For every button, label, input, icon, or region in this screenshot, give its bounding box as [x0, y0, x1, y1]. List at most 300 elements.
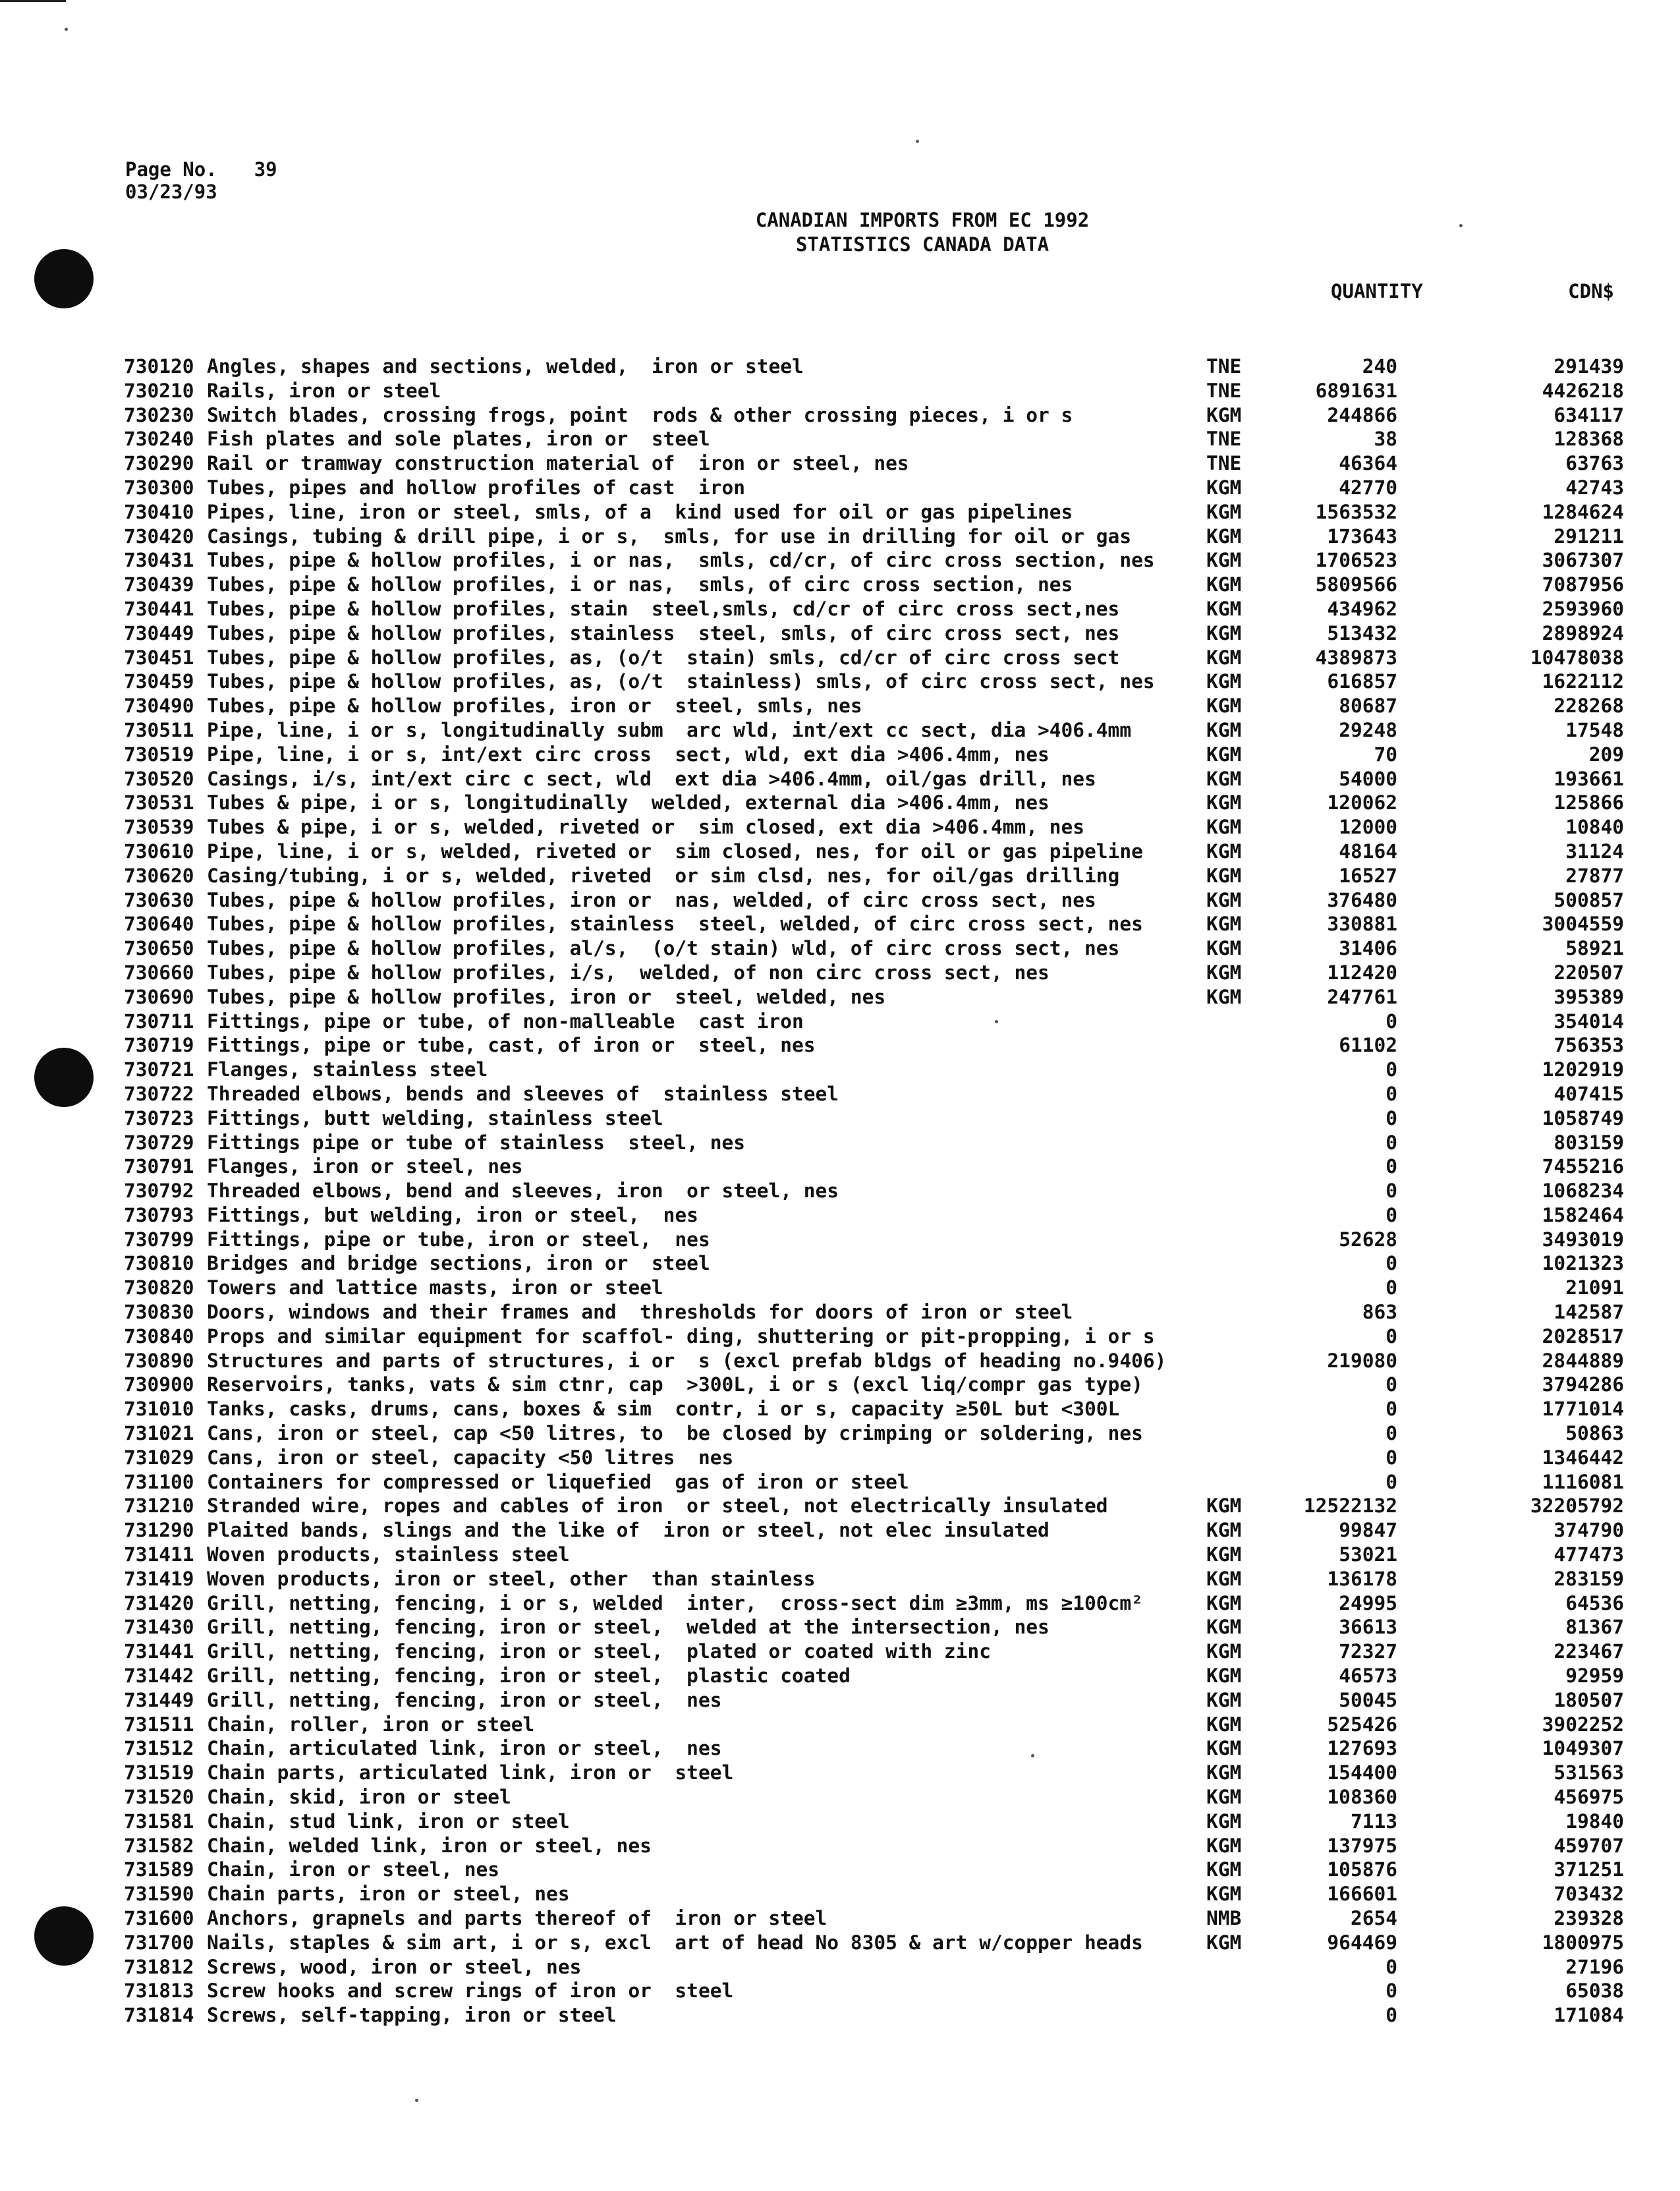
hs-code-cell: 731411	[124, 1543, 194, 1566]
unit-cell: KGM	[1206, 767, 1242, 790]
hs-code-cell: 730630	[124, 888, 194, 911]
description-cell: Chain, roller, iron or steel	[207, 1713, 535, 1736]
table-row	[124, 767, 1626, 791]
table-row	[124, 525, 1626, 549]
quantity-cell: 330881	[1327, 913, 1397, 936]
quantity-cell: 120062	[1327, 791, 1397, 814]
unit-cell: KGM	[1206, 403, 1242, 426]
table-row	[124, 1470, 1626, 1494]
hs-code-cell: 731100	[124, 1470, 194, 1493]
table-row	[124, 1567, 1626, 1591]
cdn-value-cell: 17548	[1565, 718, 1624, 741]
cdn-value-cell: 1202919	[1542, 1058, 1624, 1081]
quantity-cell: 434962	[1327, 597, 1397, 620]
description-cell: Containers for compressed or liquefied gas of iron or steel	[207, 1470, 909, 1493]
cdn-value-cell: 703432	[1554, 1883, 1624, 1906]
cdn-value-cell: 634117	[1554, 403, 1624, 426]
quantity-cell: 4389873	[1315, 646, 1397, 669]
description-cell: Bridges and bridge sections, iron or steel	[207, 1252, 710, 1275]
table-row	[124, 1131, 1626, 1155]
quantity-cell: 0	[1386, 1058, 1397, 1081]
quantity-cell: 513432	[1327, 621, 1397, 644]
hs-code-cell: 730531	[124, 791, 194, 814]
description-cell: Props and similar equipment for scaffol- ding, shuttering or pit-propping, i or s	[207, 1324, 1155, 1348]
quantity-cell: 31406	[1339, 937, 1397, 960]
cdn-value-cell: 42743	[1565, 476, 1624, 499]
hs-code-cell: 730690	[124, 985, 194, 1008]
unit-cell: KGM	[1206, 621, 1242, 644]
description-cell: Grill, netting, fencing, iron or steel, nes	[207, 1688, 722, 1711]
unit-cell: KGM	[1206, 1591, 1242, 1614]
quantity-cell: 0	[1386, 1203, 1397, 1226]
column-header-quantity: QUANTITY	[1331, 280, 1423, 302]
hs-code-cell: 730620	[124, 864, 194, 887]
hs-code-cell: 731812	[124, 1955, 194, 1978]
description-cell: Chain, iron or steel, nes	[207, 1858, 500, 1881]
table-row	[124, 985, 1626, 1010]
quantity-cell: 2654	[1350, 1907, 1397, 1929]
description-cell: Casing/tubing, i or s, welded, riveted or sim clsd, nes, for oil/gas drilling	[207, 864, 1120, 887]
cdn-value-cell: 193661	[1554, 767, 1624, 790]
description-cell: Tubes & pipe, i or s, longitudinally welded, external dia >406.4mm, nes	[207, 791, 1050, 814]
quantity-cell: 46573	[1339, 1665, 1397, 1688]
hs-code-cell: 731511	[124, 1713, 194, 1736]
unit-cell: KGM	[1206, 816, 1242, 839]
description-cell: Tubes, pipe & hollow profiles, stain steel,smls, cd/cr of circ cross sect,nes	[207, 597, 1120, 620]
import-table	[124, 355, 1626, 2028]
description-cell: Rail or tramway construction material of iron or steel, nes	[207, 452, 909, 475]
hs-code-cell: 731029	[124, 1446, 194, 1469]
description-cell: Chain, skid, iron or steel	[207, 1786, 511, 1809]
description-cell: Woven products, stainless steel	[207, 1543, 570, 1566]
unit-cell: KGM	[1206, 1688, 1242, 1711]
scan-speck	[916, 140, 919, 143]
table-row	[124, 1882, 1626, 1906]
cdn-value-cell: 2028517	[1542, 1324, 1624, 1348]
page-number: 39	[254, 158, 277, 181]
description-cell: Pipe, line, i or s, welded, riveted or sim closed, nes, for oil or gas pipeline	[207, 839, 1143, 863]
quantity-cell: 0	[1386, 1979, 1397, 2003]
cdn-value-cell: 354014	[1554, 1010, 1624, 1033]
hs-code-cell: 730900	[124, 1373, 194, 1396]
hs-code-cell: 730890	[124, 1349, 194, 1372]
scan-edge-line	[0, 0, 66, 2]
cdn-value-cell: 1771014	[1542, 1398, 1624, 1421]
quantity-cell: 52628	[1339, 1228, 1397, 1251]
description-cell: Flanges, stainless steel	[207, 1058, 488, 1081]
cdn-value-cell: 228268	[1554, 695, 1624, 718]
quantity-cell: 0	[1386, 2004, 1397, 2027]
cdn-value-cell: 1058749	[1542, 1106, 1624, 1129]
cdn-value-cell: 10478038	[1530, 646, 1624, 669]
cdn-value-cell: 50863	[1565, 1422, 1624, 1445]
unit-cell: TNE	[1206, 452, 1242, 475]
table-row	[124, 573, 1626, 597]
unit-cell: KGM	[1206, 525, 1242, 548]
quantity-cell: 42770	[1339, 476, 1397, 499]
table-row	[124, 936, 1626, 961]
description-cell: Tubes, pipe & hollow profiles, iron or steel, welded, nes	[207, 985, 886, 1008]
description-cell: Plaited bands, slings and the like of iron or steel, not elec insulated	[207, 1519, 1050, 1542]
quantity-cell: 53021	[1339, 1543, 1397, 1566]
table-row	[124, 694, 1626, 718]
quantity-cell: 7113	[1350, 1809, 1397, 1833]
table-row	[124, 1276, 1626, 1300]
quantity-cell: 154400	[1327, 1761, 1397, 1784]
description-cell: Fittings, pipe or tube, of non-malleable cast iron	[207, 1010, 804, 1033]
unit-cell: KGM	[1206, 476, 1242, 499]
unit-cell: TNE	[1206, 428, 1242, 451]
cdn-value-cell: 128368	[1554, 428, 1624, 451]
cdn-value-cell: 291211	[1554, 525, 1624, 548]
unit-cell: KGM	[1206, 597, 1242, 620]
quantity-cell: 1706523	[1315, 549, 1397, 572]
page-header	[125, 158, 277, 203]
quantity-cell: 1563532	[1315, 500, 1397, 523]
cdn-value-cell: 1800975	[1542, 1931, 1624, 1954]
table-row	[124, 1349, 1626, 1373]
description-cell: Chain, articulated link, iron or steel, nes	[207, 1737, 722, 1760]
quantity-cell: 863	[1362, 1301, 1397, 1324]
description-cell: Threaded elbows, bends and sleeves of stainless steel	[207, 1082, 839, 1105]
punch-hole-top	[34, 249, 94, 308]
quantity-cell: 240	[1362, 355, 1397, 378]
quantity-cell: 0	[1386, 1422, 1397, 1445]
quantity-cell: 112420	[1327, 961, 1397, 984]
table-row	[124, 646, 1626, 670]
table-row	[124, 1373, 1626, 1397]
unit-cell: KGM	[1206, 1761, 1242, 1784]
quantity-cell: 16527	[1339, 864, 1397, 887]
quantity-cell: 525426	[1327, 1713, 1397, 1736]
description-cell: Threaded elbows, bend and sleeves, iron or steel, nes	[207, 1180, 839, 1203]
table-row	[124, 1518, 1626, 1543]
table-row	[124, 2003, 1626, 2028]
description-cell: Woven products, iron or steel, other than stainless	[207, 1567, 816, 1590]
table-row	[124, 379, 1626, 403]
table-row	[124, 1809, 1626, 1834]
quantity-cell: 12522132	[1303, 1494, 1397, 1518]
description-cell: Reservoirs, tanks, vats & sim ctnr, cap >300L, i or s (excl liq/compr gas type)	[207, 1373, 1143, 1396]
quantity-cell: 0	[1386, 1082, 1397, 1105]
unit-cell: KGM	[1206, 1931, 1242, 1954]
quantity-cell: 80687	[1339, 695, 1397, 718]
hs-code-cell: 731814	[124, 2004, 194, 2027]
cdn-value-cell: 27196	[1565, 1955, 1624, 1978]
description-cell: Angles, shapes and sections, welded, iron or steel	[207, 355, 804, 378]
table-row	[124, 1639, 1626, 1664]
cdn-value-cell: 500857	[1554, 888, 1624, 911]
quantity-cell: 108360	[1327, 1786, 1397, 1809]
hs-code-cell: 731813	[124, 1979, 194, 2003]
hs-code-cell: 730793	[124, 1203, 194, 1226]
quantity-cell: 219080	[1327, 1349, 1397, 1372]
quantity-cell: 0	[1386, 1470, 1397, 1493]
table-row	[124, 1713, 1626, 1737]
description-cell: Tubes, pipe & hollow profiles, stainless steel, smls, of circ cross sect, nes	[207, 621, 1120, 644]
table-row	[124, 1082, 1626, 1106]
quantity-cell: 0	[1386, 1373, 1397, 1396]
table-row	[124, 743, 1626, 767]
table-row	[124, 1010, 1626, 1034]
hs-code-cell: 730722	[124, 1082, 194, 1105]
quantity-cell: 0	[1386, 1276, 1397, 1299]
quantity-cell: 61102	[1339, 1034, 1397, 1057]
table-row	[124, 888, 1626, 913]
scan-speck	[65, 28, 68, 31]
hs-code-cell: 730490	[124, 695, 194, 718]
description-cell: Tubes & pipe, i or s, welded, riveted or sim closed, ext dia >406.4mm, nes	[207, 816, 1085, 839]
description-cell: Chain parts, iron or steel, nes	[207, 1883, 570, 1906]
hs-code-cell: 730520	[124, 767, 194, 790]
table-row	[124, 961, 1626, 985]
table-row	[124, 548, 1626, 573]
hs-code-cell: 731519	[124, 1761, 194, 1784]
cdn-value-cell: 1346442	[1542, 1446, 1624, 1469]
hs-code-cell: 731210	[124, 1494, 194, 1518]
table-row	[124, 1931, 1626, 1955]
table-row	[124, 1736, 1626, 1761]
unit-cell: KGM	[1206, 1809, 1242, 1833]
table-row	[124, 1446, 1626, 1470]
quantity-cell: 6891631	[1315, 379, 1397, 402]
description-cell: Cans, iron or steel, cap <50 litres, to be closed by crimping or soldering, nes	[207, 1422, 1143, 1445]
table-row	[124, 1179, 1626, 1203]
hs-code-cell: 730810	[124, 1252, 194, 1275]
cdn-value-cell: 19840	[1565, 1809, 1624, 1833]
unit-cell: KGM	[1206, 670, 1242, 693]
description-cell: Pipe, line, i or s, longitudinally subm arc wld, int/ext cc sect, dia >406.4mm	[207, 718, 1132, 741]
hs-code-cell: 731520	[124, 1786, 194, 1809]
hs-code-cell: 731590	[124, 1883, 194, 1906]
cdn-value-cell: 3902252	[1542, 1713, 1624, 1736]
quantity-cell: 0	[1386, 1106, 1397, 1129]
quantity-cell: 99847	[1339, 1519, 1397, 1542]
hs-code-cell: 731430	[124, 1616, 194, 1639]
hs-code-cell: 730230	[124, 403, 194, 426]
table-row	[124, 912, 1626, 936]
table-row	[124, 1688, 1626, 1713]
description-cell: Screws, self-tapping, iron or steel	[207, 2004, 617, 2027]
description-cell: Stranded wire, ropes and cables of iron or steel, not electrically insulated	[207, 1494, 1108, 1518]
cdn-value-cell: 756353	[1554, 1034, 1624, 1057]
table-row	[124, 1228, 1626, 1252]
description-cell: Towers and lattice masts, iron or steel	[207, 1276, 663, 1299]
description-cell: Tubes, pipe & hollow profiles, iron or nas, welded, of circ cross sect, nes	[207, 888, 1096, 911]
cdn-value-cell: 371251	[1554, 1858, 1624, 1881]
table-row	[124, 1955, 1626, 1979]
cdn-value-cell: 3067307	[1542, 549, 1624, 572]
cdn-value-cell: 531563	[1554, 1761, 1624, 1784]
table-row	[124, 427, 1626, 451]
punch-hole-middle	[34, 1048, 94, 1107]
cdn-value-cell: 803159	[1554, 1131, 1624, 1154]
quantity-cell: 247761	[1327, 985, 1397, 1008]
cdn-value-cell: 27877	[1565, 864, 1624, 887]
unit-cell: KGM	[1206, 500, 1242, 523]
description-cell: Chain, stud link, iron or steel	[207, 1809, 570, 1833]
column-header-cdn: CDN$	[1568, 280, 1614, 302]
unit-cell: KGM	[1206, 961, 1242, 984]
unit-cell: KGM	[1206, 1786, 1242, 1809]
cdn-value-cell: 220507	[1554, 961, 1624, 984]
cdn-value-cell: 1582464	[1542, 1203, 1624, 1226]
quantity-cell: 136178	[1327, 1567, 1397, 1590]
cdn-value-cell: 10840	[1565, 816, 1624, 839]
cdn-value-cell: 3004559	[1542, 913, 1624, 936]
table-row	[124, 500, 1626, 525]
unit-cell: KGM	[1206, 1640, 1242, 1663]
quantity-cell: 0	[1386, 1324, 1397, 1348]
description-cell: Fittings, butt welding, stainless steel	[207, 1106, 663, 1129]
description-cell: Anchors, grapnels and parts thereof of iron or steel	[207, 1907, 827, 1929]
cdn-value-cell: 459707	[1554, 1834, 1624, 1857]
hs-code-cell: 730799	[124, 1228, 194, 1251]
description-cell: Tubes, pipe & hollow profiles, as, (o/t stain) smls, cd/cr of circ cross sect	[207, 646, 1120, 669]
cdn-value-cell: 92959	[1565, 1665, 1624, 1688]
quantity-cell: 173643	[1327, 525, 1397, 548]
hs-code-cell: 731420	[124, 1591, 194, 1614]
hs-code-cell: 731512	[124, 1737, 194, 1760]
table-row	[124, 1543, 1626, 1567]
unit-cell: KGM	[1206, 1834, 1242, 1857]
report-date: 03/23/93	[125, 181, 217, 203]
hs-code-cell: 730723	[124, 1106, 194, 1129]
description-cell: Flanges, iron or steel, nes	[207, 1155, 523, 1178]
cdn-value-cell: 125866	[1554, 791, 1624, 814]
hs-code-cell: 730539	[124, 816, 194, 839]
unit-cell: KGM	[1206, 1616, 1242, 1639]
description-cell: Screws, wood, iron or steel, nes	[207, 1955, 582, 1978]
table-row	[124, 1664, 1626, 1688]
quantity-cell: 29248	[1339, 718, 1397, 741]
unit-cell: NMB	[1206, 1907, 1242, 1929]
quantity-cell: 0	[1386, 1155, 1397, 1178]
cdn-value-cell: 1068234	[1542, 1180, 1624, 1203]
description-cell: Tubes, pipe & hollow profiles, i or nas, smls, of circ cross section, nes	[207, 573, 1073, 596]
quantity-cell: 0	[1386, 1446, 1397, 1469]
quantity-cell: 72327	[1339, 1640, 1397, 1663]
table-row	[124, 621, 1626, 646]
table-row	[124, 1300, 1626, 1324]
table-row	[124, 403, 1626, 428]
table-row	[124, 791, 1626, 815]
cdn-value-cell: 3794286	[1542, 1373, 1624, 1396]
quantity-cell: 0	[1386, 1180, 1397, 1203]
description-cell: Tubes, pipes and hollow profiles of cast iron	[207, 476, 745, 499]
hs-code-cell: 730451	[124, 646, 194, 669]
quantity-cell: 616857	[1327, 670, 1397, 693]
report-heading	[0, 208, 1680, 257]
unit-cell: TNE	[1206, 379, 1242, 402]
hs-code-cell: 731582	[124, 1834, 194, 1857]
quantity-cell: 70	[1374, 743, 1397, 766]
cdn-value-cell: 63763	[1565, 452, 1624, 475]
unit-cell: KGM	[1206, 1494, 1242, 1518]
hs-code-cell: 730120	[124, 355, 194, 378]
hs-code-cell: 730441	[124, 597, 194, 620]
hs-code-cell: 731441	[124, 1640, 194, 1663]
description-cell: Doors, windows and their frames and thresholds for doors of iron or steel	[207, 1301, 1073, 1324]
cdn-value-cell: 58921	[1565, 937, 1624, 960]
hs-code-cell: 730210	[124, 379, 194, 402]
cdn-value-cell: 31124	[1565, 839, 1624, 863]
unit-cell: KGM	[1206, 1737, 1242, 1760]
table-row	[124, 355, 1626, 379]
unit-cell: KGM	[1206, 791, 1242, 814]
hs-code-cell: 730610	[124, 839, 194, 863]
quantity-cell: 5809566	[1315, 573, 1397, 596]
table-row	[124, 1058, 1626, 1082]
cdn-value-cell: 32205792	[1530, 1494, 1624, 1518]
hs-code-cell: 730511	[124, 718, 194, 741]
unit-cell: KGM	[1206, 1543, 1242, 1566]
cdn-value-cell: 2898924	[1542, 621, 1624, 644]
description-cell: Tubes, pipe & hollow profiles, i/s, welded, of non circ cross sect, nes	[207, 961, 1050, 984]
unit-cell: KGM	[1206, 1858, 1242, 1881]
hs-code-cell: 730791	[124, 1155, 194, 1178]
hs-code-cell: 730792	[124, 1180, 194, 1203]
hs-code-cell: 730660	[124, 961, 194, 984]
quantity-cell: 54000	[1339, 767, 1397, 790]
quantity-cell: 0	[1386, 1010, 1397, 1033]
unit-cell: KGM	[1206, 743, 1242, 766]
quantity-cell: 0	[1386, 1131, 1397, 1154]
page-label: Page No.	[125, 158, 217, 181]
cdn-value-cell: 395389	[1554, 985, 1624, 1008]
cdn-value-cell: 4426218	[1542, 379, 1624, 402]
table-row	[124, 1785, 1626, 1809]
cdn-value-cell: 3493019	[1542, 1228, 1624, 1251]
hs-code-cell: 730729	[124, 1131, 194, 1154]
unit-cell: KGM	[1206, 913, 1242, 936]
unit-cell: KGM	[1206, 573, 1242, 596]
description-cell: Screw hooks and screw rings of iron or steel	[207, 1979, 734, 2003]
hs-code-cell: 731010	[124, 1398, 194, 1421]
punch-hole-bottom	[34, 1906, 94, 1966]
table-row	[124, 839, 1626, 864]
description-cell: Tubes, pipe & hollow profiles, iron or steel, smls, nes	[207, 695, 862, 718]
hs-code-cell: 730719	[124, 1034, 194, 1057]
hs-code-cell: 730820	[124, 1276, 194, 1299]
quantity-cell: 36613	[1339, 1616, 1397, 1639]
hs-code-cell: 730721	[124, 1058, 194, 1081]
unit-cell: KGM	[1206, 839, 1242, 863]
unit-cell: KGM	[1206, 1883, 1242, 1906]
scan-speck	[415, 2099, 418, 2102]
description-cell: Rails, iron or steel	[207, 379, 441, 402]
table-row	[124, 1494, 1626, 1518]
description-cell: Fish plates and sole plates, iron or steel	[207, 428, 710, 451]
description-cell: Fittings, pipe or tube, cast, of iron or steel, nes	[207, 1034, 816, 1057]
cdn-value-cell: 407415	[1554, 1082, 1624, 1105]
hs-code-cell: 730290	[124, 452, 194, 475]
description-cell: Tanks, casks, drums, cans, boxes & sim contr, i or s, capacity ≥50L but <300L	[207, 1398, 1120, 1421]
cdn-value-cell: 209	[1588, 743, 1624, 766]
hs-code-cell: 731290	[124, 1519, 194, 1542]
cdn-value-cell: 142587	[1554, 1301, 1624, 1324]
cdn-value-cell: 171084	[1554, 2004, 1624, 2027]
hs-code-cell: 730711	[124, 1010, 194, 1033]
hs-code-cell: 730431	[124, 549, 194, 572]
description-cell: Cans, iron or steel, capacity <50 litres nes	[207, 1446, 734, 1469]
unit-cell: KGM	[1206, 1519, 1242, 1542]
hs-code-cell: 730420	[124, 525, 194, 548]
description-cell: Chain parts, articulated link, iron or steel	[207, 1761, 734, 1784]
cdn-value-cell: 81367	[1565, 1616, 1624, 1639]
hs-code-cell: 730459	[124, 670, 194, 693]
quantity-cell: 0	[1386, 1955, 1397, 1978]
